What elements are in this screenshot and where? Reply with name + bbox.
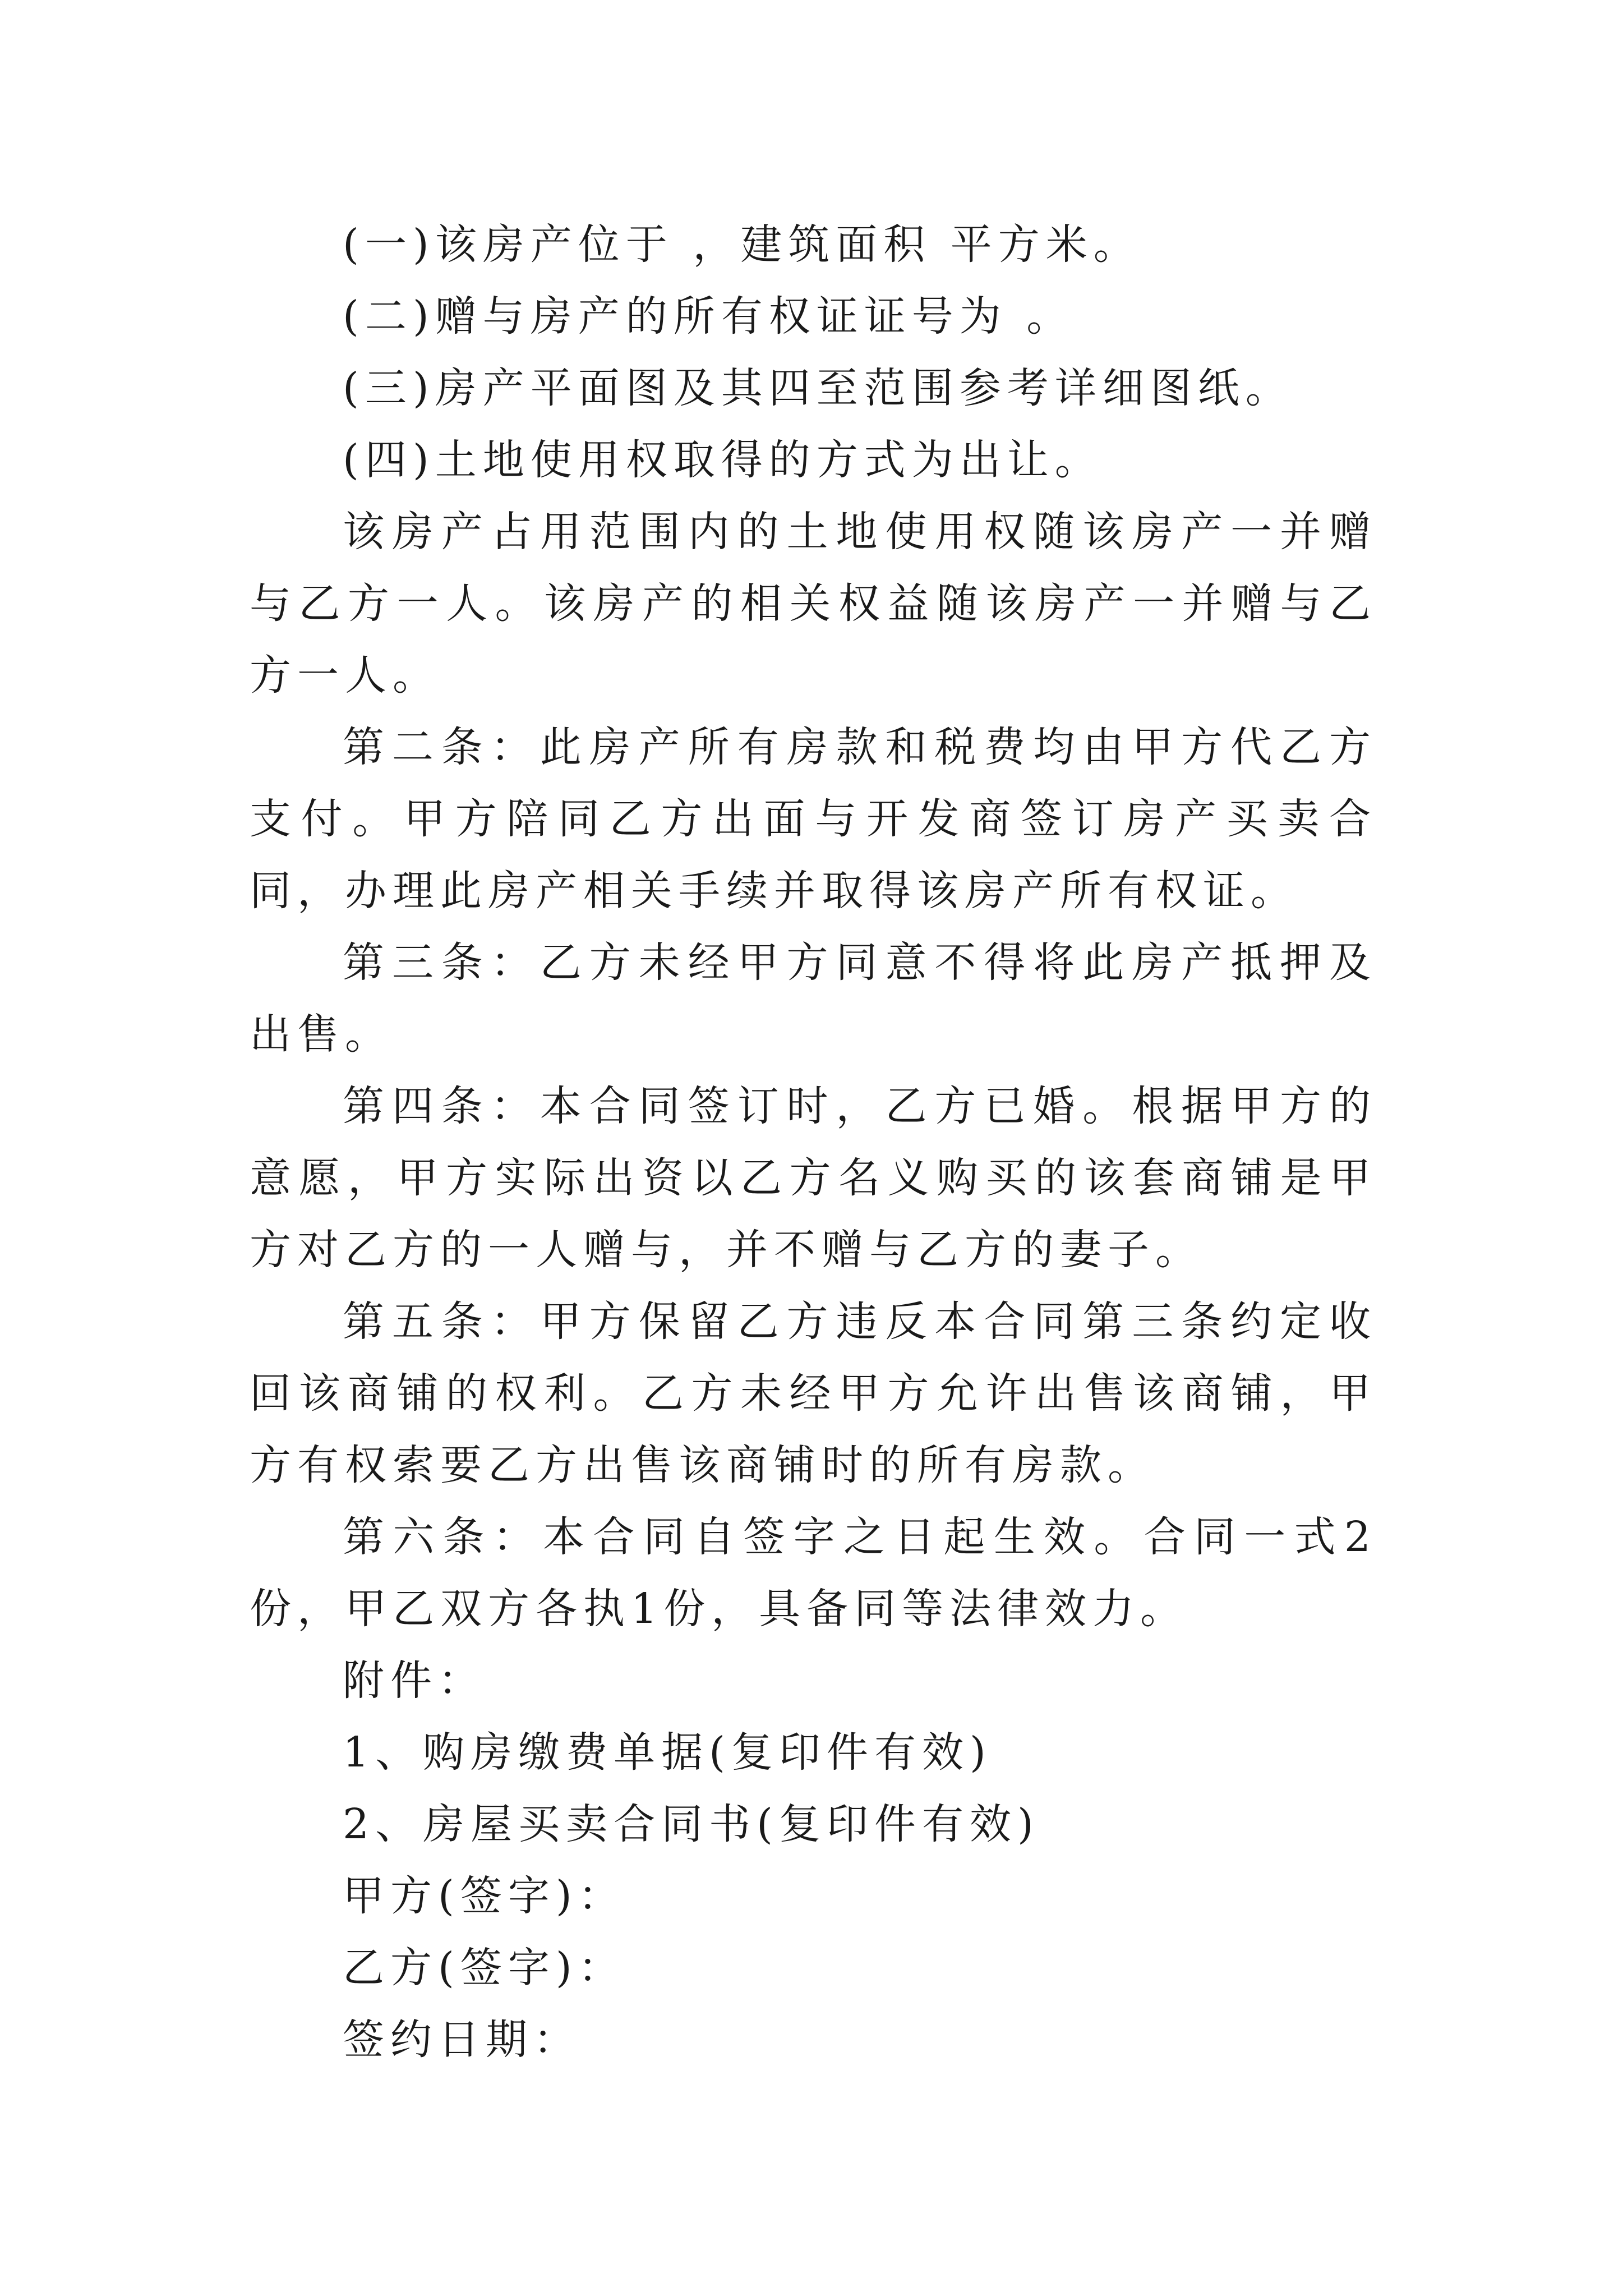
clause-floor-plan: (三)房产平面图及其四至范围参考详细图纸。 <box>343 364 1293 412</box>
document-body <box>250 209 1377 2076</box>
article-6: 第六条：本合同自签字之日起生效。合同一式2份，甲乙双方各执1份，具备同等法律效力。 <box>250 1513 1377 1633</box>
article-2: 第二条：此房产所有房款和税费均由甲方代乙方支付。甲方陪同乙方出面与开发商签订房产买卖合同，办理此房产相关手续并取得该房产所有权证。 <box>250 723 1377 915</box>
article-4: 第四条：本合同签订时，乙方已婚。根据甲方的意愿，甲方实际出资以乙方名义购买的该套商铺是甲方对乙方的一人赠与，并不赠与乙方的妻子。 <box>250 1082 1377 1274</box>
attachment-1: 1、购房缴费单据(复印件有效) <box>343 1728 992 1777</box>
clause-land-gift: 该房产占用范围内的土地使用权随该房产一并赠与乙方一人。该房产的相关权益随该房产一并赠与乙方一人。 <box>250 508 1377 700</box>
article-3: 第三条：乙方未经甲方同意不得将此房产抵押及出售。 <box>250 938 1377 1059</box>
clause-property-location: (一)该房产位于 ，建筑面积 平方米。 <box>343 220 1141 269</box>
signing-date: 签约日期： <box>343 2016 581 2064</box>
attachment-2: 2、房屋买卖合同书(复印件有效) <box>343 1800 1040 1848</box>
clause-certificate-number: (二)赠与房产的所有权证证号为 。 <box>343 292 1075 341</box>
party-a-signature: 甲方(签字)： <box>343 1872 626 1920</box>
party-b-signature: 乙方(签字)： <box>343 1944 626 1992</box>
clause-land-use-right: (四)土地使用权取得的方式为出让。 <box>343 436 1103 484</box>
attachments-heading: 附件： <box>343 1657 486 1705</box>
article-5: 第五条：甲方保留乙方违反本合同第三条约定收回该商铺的权利。乙方未经甲方允许出售该商铺，甲方有权索要乙方出售该商铺时的所有房款。 <box>250 1297 1377 1489</box>
